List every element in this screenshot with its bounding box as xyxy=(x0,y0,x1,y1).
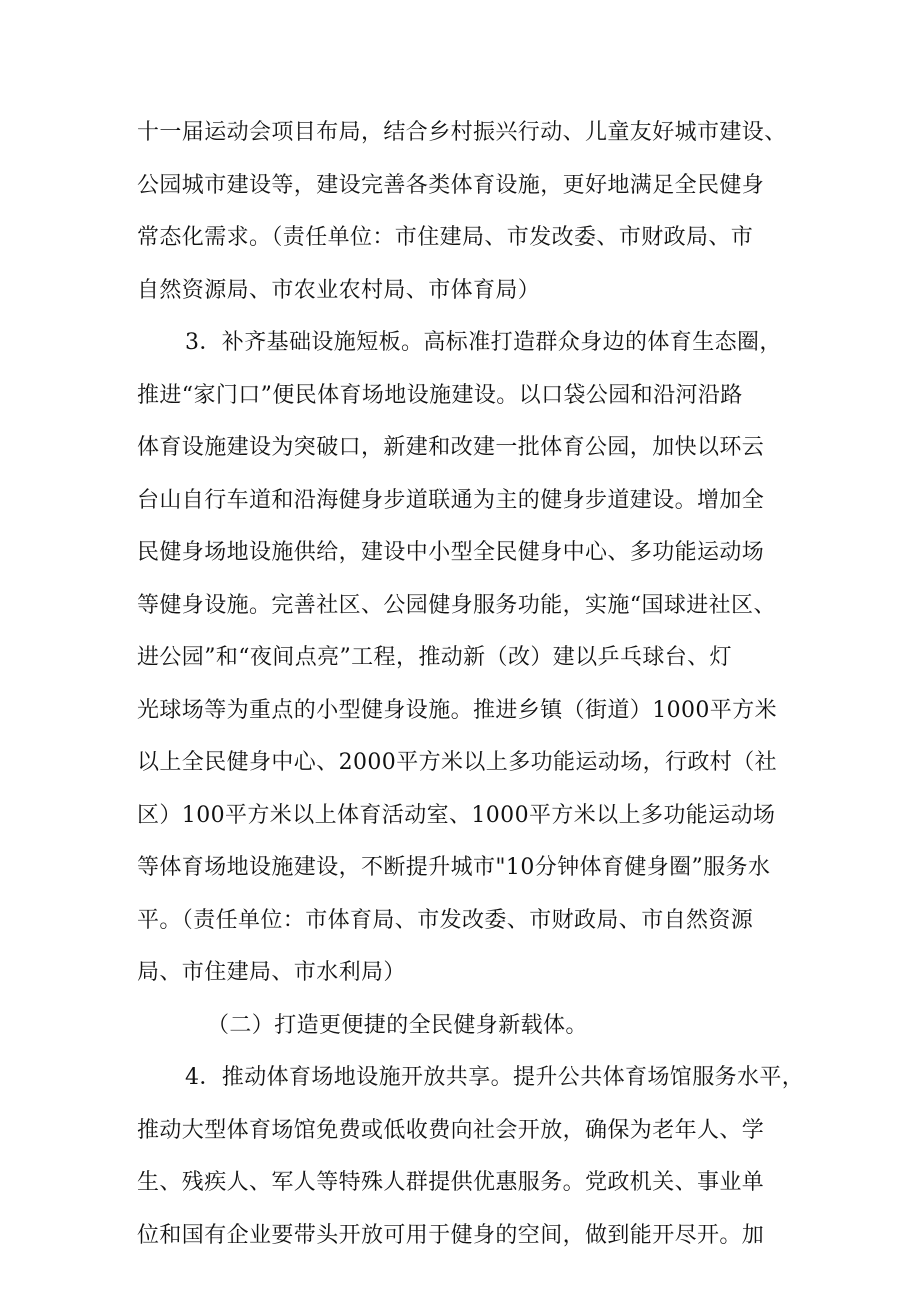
text-line: 生、残疾人、军人等特殊人群提供优惠服务。党政机关、事业单 xyxy=(137,1170,765,1195)
paragraph-3-first-line: 3．补齐基础设施短板。高标准打造群众身边的体育生态圈， xyxy=(185,330,782,355)
text-line: 进公园”和“夜间点亮”工程，推动新（改）建以乒乓球台、灯 xyxy=(137,645,732,670)
text-line: 等体育场地设施建设，不断提升城市"10分钟体育健身圈”服务水 xyxy=(137,855,771,880)
text-line: 常态化需求。（责任单位：市住建局、市发改委、市财政局、市 xyxy=(137,225,754,250)
text-line: 自然资源局、市农业农村局、市体育局） xyxy=(137,277,541,303)
text-line: 局、市住建局、市水利局） xyxy=(137,960,406,985)
document-body xyxy=(137,107,805,1262)
section-heading: （二）打造更便捷的全民健身新载体。 xyxy=(207,1012,588,1038)
text-line: 台山自行车道和沿海健身步道联通为主的健身步道建设。增加全 xyxy=(137,487,765,513)
paragraph-4-first-line: 4．推动体育场地设施开放共享。提升公共体育场馆服务水平， xyxy=(185,1065,805,1090)
text-line: 民健身场地设施供给，建设中小型全民健身中心、多功能运动场 xyxy=(137,540,765,565)
text-line: 位和国有企业要带头开放可用于健身的空间，做到能开尽开。加 xyxy=(137,1222,765,1248)
text-line: 十一届运动会项目布局，结合乡村振兴行动、儿童友好城市建设、 xyxy=(137,120,787,145)
text-line: 平。（责任单位：市体育局、市发改委、市财政局、市自然资源 xyxy=(137,907,754,933)
text-line: 推动大型体育场馆免费或低收费向社会开放，确保为老年人、学 xyxy=(137,1117,765,1143)
text-line: 光球场等为重点的小型健身设施。推进乡镇（街道）1000平方米 xyxy=(137,697,777,723)
text-line: 区）100平方米以上体育活动室、1000平方米以上多功能运动场 xyxy=(137,802,776,828)
text-line: 以上全民健身中心、2000平方米以上多功能运动场，行政村（社 xyxy=(137,750,777,775)
text-line: 等健身设施。完善社区、公园健身服务功能，实施“国球进社区、 xyxy=(137,592,776,618)
text-line: 体育设施建设为突破口，新建和改建一批体育公园，加快以环云 xyxy=(137,435,765,460)
text-line: 推进“家门口”便民体育场地设施建设。以口袋公园和沿河沿路 xyxy=(137,382,743,408)
text-line: 公园城市建设等，建设完善各类体育设施，更好地满足全民健身 xyxy=(137,172,765,198)
